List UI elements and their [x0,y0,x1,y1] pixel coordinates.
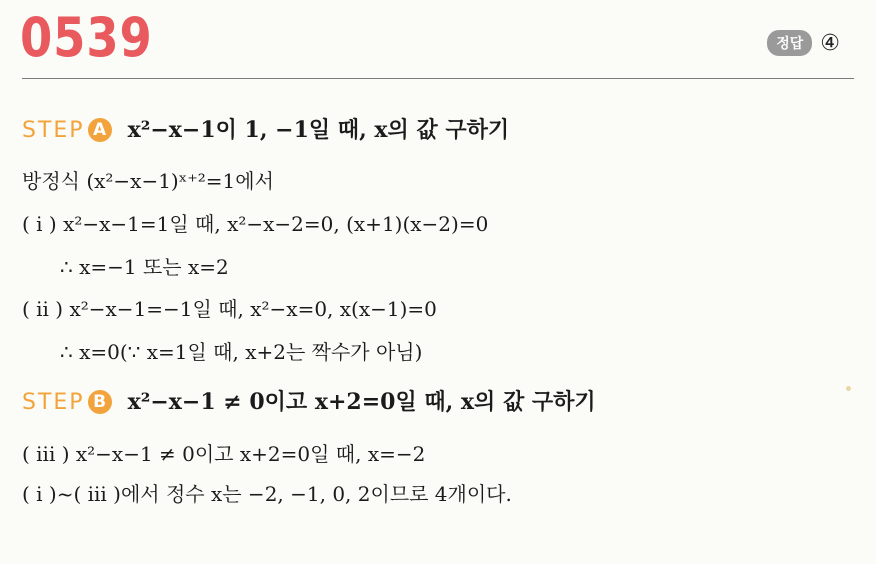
case-2-result: ∴ x=0(∵ x=1일 때, x+2는 짝수가 아님) [60,340,423,364]
answer-value: ④ [820,30,840,56]
case-1-result: ∴ x=−1 또는 x=2 [60,255,229,279]
intro-line: 방정식 (x²−x−1)ˣ⁺²=1에서 [22,169,274,193]
problem-number: 0539 [20,6,153,69]
step-a-label: STEP [22,118,85,143]
step-b-letter-icon: B [88,390,112,414]
conclusion-line: ( i )~( iii )에서 정수 x는 −2, −1, 0, 2이므로 4개이다. [22,482,512,506]
paper-speck [846,386,851,391]
step-b-heading [22,389,596,416]
case-1-line: ( i ) x²−x−1=1일 때, x²−x−2=0, (x+1)(x−2)=0 [22,212,489,236]
answer-badge: 정답 [767,30,812,56]
answer-area [767,30,840,56]
step-a-text: x²−x−1이 1, −1일 때, x의 값 구하기 [127,117,510,143]
case-3-line: ( iii ) x²−x−1 ≠ 0이고 x+2=0일 때, x=−2 [22,442,426,466]
step-b-label: STEP [22,390,85,415]
step-a-letter-icon: A [88,118,112,142]
header-divider [22,78,854,79]
step-b-text: x²−x−1 ≠ 0이고 x+2=0일 때, x의 값 구하기 [127,389,596,415]
step-a-heading [22,117,509,144]
case-2-line: ( ii ) x²−x−1=−1일 때, x²−x=0, x(x−1)=0 [22,297,437,321]
